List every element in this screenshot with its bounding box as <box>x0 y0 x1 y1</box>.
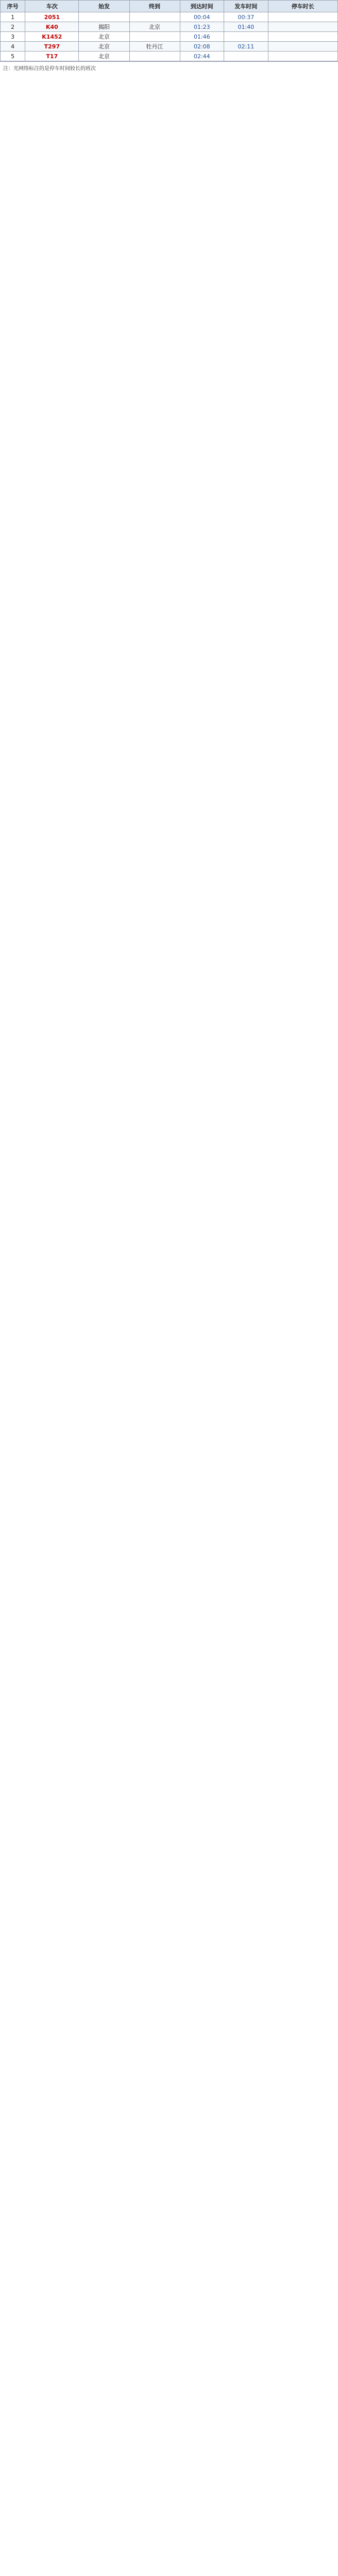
cell-departure: 00:37 <box>224 12 268 22</box>
table-row <box>1 32 338 42</box>
table-row <box>1 52 338 61</box>
cell-destination <box>129 32 180 42</box>
footer-note: 注：光网络标注的是停车时间较长的班次 <box>0 61 338 74</box>
cell-no: 4 <box>1 42 25 52</box>
cell-no: 3 <box>1 32 25 42</box>
cell-no: 2 <box>1 22 25 32</box>
cell-stop-duration <box>268 22 337 32</box>
cell-departure <box>224 52 268 61</box>
cell-origin: 北京 <box>79 42 129 52</box>
cell-arrival: 00:04 <box>180 12 224 22</box>
cell-origin <box>79 12 129 22</box>
cell-arrival: 01:23 <box>180 22 224 32</box>
cell-arrival: 02:08 <box>180 42 224 52</box>
table-body <box>1 12 338 61</box>
cell-train: K40 <box>25 22 79 32</box>
header-arrival: 到达时间 <box>180 1 224 12</box>
cell-stop-duration <box>268 52 337 61</box>
cell-origin: 揭阳 <box>79 22 129 32</box>
cell-arrival: 02:44 <box>180 52 224 61</box>
cell-departure <box>224 32 268 42</box>
cell-train: 2051 <box>25 12 79 22</box>
header-no: 序号 <box>1 1 25 12</box>
header-stop-duration: 停车时长 <box>268 1 337 12</box>
table-row <box>1 12 338 22</box>
cell-destination <box>129 12 180 22</box>
table-row <box>1 42 338 52</box>
cell-stop-duration <box>268 42 337 52</box>
cell-stop-duration <box>268 12 337 22</box>
cell-origin: 北京 <box>79 32 129 42</box>
cell-destination: 牡丹江 <box>129 42 180 52</box>
cell-no: 5 <box>1 52 25 61</box>
cell-destination <box>129 52 180 61</box>
cell-arrival: 01:46 <box>180 32 224 42</box>
cell-departure: 02:11 <box>224 42 268 52</box>
cell-train: T17 <box>25 52 79 61</box>
header-destination: 终到 <box>129 1 180 12</box>
header-departure: 发车时间 <box>224 1 268 12</box>
cell-stop-duration <box>268 32 337 42</box>
table-header-row <box>1 1 338 12</box>
header-train: 车次 <box>25 1 79 12</box>
cell-no: 1 <box>1 12 25 22</box>
table-row <box>1 22 338 32</box>
cell-departure: 01:40 <box>224 22 268 32</box>
cell-train: K1452 <box>25 32 79 42</box>
cell-origin: 北京 <box>79 52 129 61</box>
cell-train: T297 <box>25 42 79 52</box>
cell-destination: 北京 <box>129 22 180 32</box>
header-origin: 始发 <box>79 1 129 12</box>
train-timetable <box>0 0 338 61</box>
